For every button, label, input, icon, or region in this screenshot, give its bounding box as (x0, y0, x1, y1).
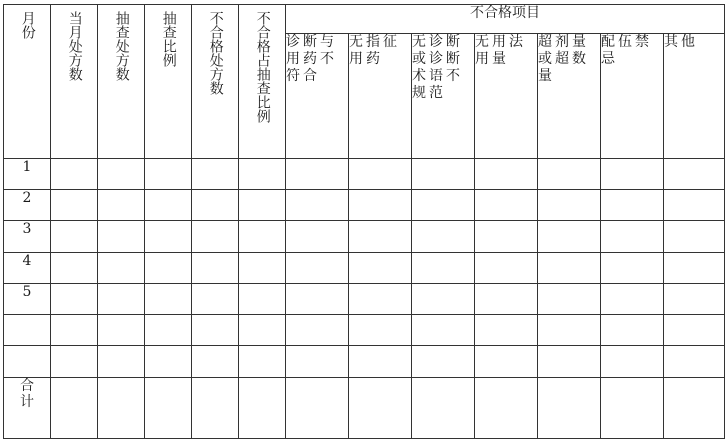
cell[interactable] (664, 221, 725, 252)
cell[interactable] (475, 315, 538, 346)
total-label: 合 计 (4, 377, 51, 438)
cell[interactable] (601, 346, 664, 377)
cell[interactable] (664, 190, 725, 221)
cell[interactable] (192, 159, 239, 190)
row-month: 5 (4, 283, 51, 314)
header-sampled-count: 抽查处方数 (98, 5, 145, 159)
table-row (4, 346, 725, 377)
cell[interactable] (538, 377, 601, 438)
cell[interactable] (601, 159, 664, 190)
cell[interactable] (475, 159, 538, 190)
cell[interactable] (601, 377, 664, 438)
cell[interactable] (601, 190, 664, 221)
cell[interactable] (192, 190, 239, 221)
cell[interactable] (349, 377, 412, 438)
item-diagnosis-mismatch: 诊断与用药不符合 (286, 34, 349, 159)
cell[interactable] (51, 315, 98, 346)
cell[interactable] (98, 346, 145, 377)
cell[interactable] (349, 190, 412, 221)
cell[interactable] (192, 346, 239, 377)
cell[interactable] (51, 346, 98, 377)
cell[interactable] (538, 283, 601, 314)
table-row (4, 159, 725, 190)
cell[interactable] (192, 221, 239, 252)
cell[interactable] (192, 377, 239, 438)
row-month: 3 (4, 221, 51, 252)
header-sample-ratio: 抽查比例 (145, 5, 192, 159)
cell[interactable] (145, 377, 192, 438)
cell[interactable] (538, 315, 601, 346)
cell[interactable] (475, 252, 538, 283)
cell[interactable] (286, 190, 349, 221)
cell[interactable] (98, 252, 145, 283)
cell[interactable] (412, 377, 475, 438)
cell[interactable] (145, 346, 192, 377)
cell[interactable] (412, 190, 475, 221)
cell[interactable] (475, 190, 538, 221)
row-month (4, 346, 51, 377)
prescription-review-table (3, 4, 725, 439)
cell[interactable] (98, 221, 145, 252)
cell[interactable] (145, 190, 192, 221)
cell[interactable] (51, 283, 98, 314)
cell[interactable] (145, 252, 192, 283)
cell[interactable] (192, 315, 239, 346)
cell[interactable] (239, 283, 286, 314)
cell[interactable] (349, 159, 412, 190)
row-month: 4 (4, 252, 51, 283)
header-rx-count: 当月处方数 (51, 5, 98, 159)
table-row (4, 252, 725, 283)
cell[interactable] (475, 221, 538, 252)
cell[interactable] (51, 252, 98, 283)
cell[interactable] (98, 283, 145, 314)
cell[interactable] (475, 283, 538, 314)
table-row (4, 190, 725, 221)
cell[interactable] (475, 346, 538, 377)
header-unqualified-count: 不合格处方数 (192, 5, 239, 159)
cell[interactable] (98, 190, 145, 221)
cell[interactable] (98, 315, 145, 346)
cell[interactable] (51, 377, 98, 438)
cell[interactable] (664, 252, 725, 283)
item-no-dosage: 无用法用量 (475, 34, 538, 159)
cell[interactable] (538, 159, 601, 190)
cell[interactable] (239, 159, 286, 190)
row-month: 1 (4, 159, 51, 190)
table-row (4, 315, 725, 346)
cell[interactable] (145, 221, 192, 252)
cell[interactable] (286, 283, 349, 314)
cell[interactable] (239, 252, 286, 283)
cell[interactable] (286, 221, 349, 252)
cell[interactable] (286, 315, 349, 346)
cell[interactable] (664, 315, 725, 346)
cell[interactable] (664, 283, 725, 314)
cell[interactable] (664, 377, 725, 438)
total-row (4, 377, 725, 438)
cell[interactable] (98, 377, 145, 438)
cell[interactable] (286, 159, 349, 190)
cell[interactable] (239, 377, 286, 438)
cell[interactable] (286, 377, 349, 438)
cell[interactable] (601, 315, 664, 346)
cell[interactable] (239, 190, 286, 221)
row-month: 2 (4, 190, 51, 221)
cell[interactable] (286, 346, 349, 377)
cell[interactable] (51, 159, 98, 190)
cell[interactable] (601, 221, 664, 252)
cell[interactable] (475, 377, 538, 438)
cell[interactable] (412, 159, 475, 190)
cell[interactable] (239, 315, 286, 346)
row-month (4, 315, 51, 346)
cell[interactable] (412, 221, 475, 252)
cell[interactable] (412, 283, 475, 314)
cell[interactable] (349, 315, 412, 346)
cell[interactable] (664, 346, 725, 377)
cell[interactable] (98, 159, 145, 190)
cell[interactable] (145, 159, 192, 190)
cell[interactable] (601, 283, 664, 314)
header-unqualified-ratio: 不合格占抽查比例 (239, 5, 286, 159)
header-month: 月份 (4, 5, 51, 159)
item-incompatibility: 配伍禁忌 (601, 34, 664, 159)
cell[interactable] (145, 315, 192, 346)
cell[interactable] (349, 283, 412, 314)
item-no-diagnosis: 无诊断或诊断术语不规范 (412, 34, 475, 159)
item-overdose: 超剂量或超数量 (538, 34, 601, 159)
cell[interactable] (349, 221, 412, 252)
item-no-indication: 无指征用药 (349, 34, 412, 159)
cell[interactable] (601, 252, 664, 283)
cell[interactable] (192, 252, 239, 283)
cell[interactable] (349, 252, 412, 283)
cell[interactable] (412, 252, 475, 283)
cell[interactable] (192, 283, 239, 314)
header-row-1 (4, 5, 725, 34)
table-row (4, 283, 725, 314)
cell[interactable] (538, 190, 601, 221)
cell[interactable] (412, 346, 475, 377)
cell[interactable] (145, 283, 192, 314)
table-row (4, 221, 725, 252)
cell[interactable] (349, 346, 412, 377)
cell[interactable] (51, 190, 98, 221)
cell[interactable] (538, 252, 601, 283)
cell[interactable] (538, 221, 601, 252)
cell[interactable] (538, 346, 601, 377)
cell[interactable] (664, 159, 725, 190)
header-unqualified-items: 不合格项目 (286, 5, 725, 34)
cell[interactable] (239, 221, 286, 252)
item-other: 其他 (664, 34, 725, 159)
cell[interactable] (239, 346, 286, 377)
cell[interactable] (286, 252, 349, 283)
cell[interactable] (51, 221, 98, 252)
cell[interactable] (412, 315, 475, 346)
